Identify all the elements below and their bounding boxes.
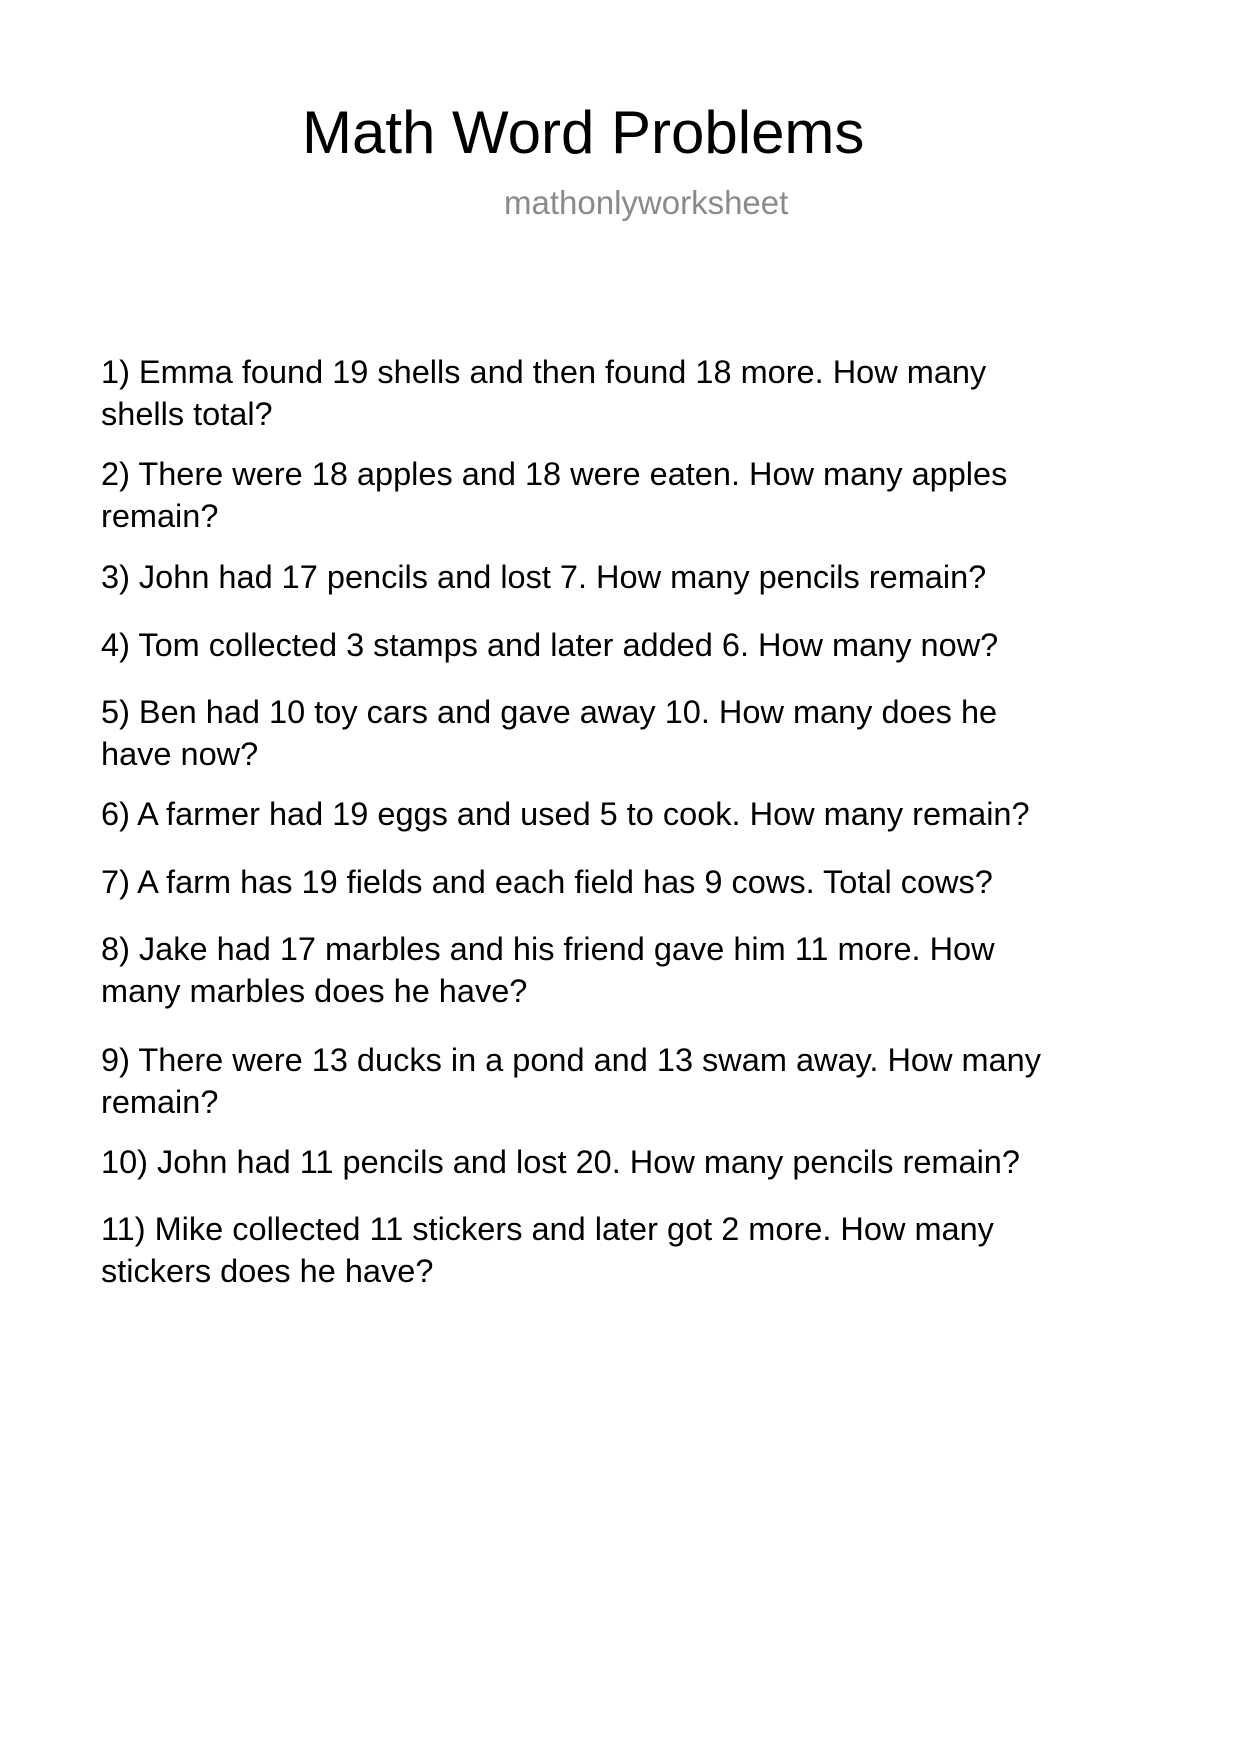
- problem-text-line: 1) Emma found 19 shells and then found 18 more. How many: [101, 354, 987, 390]
- problem-text-line: 2) There were 18 apples and 18 were eaten. How many apples: [101, 456, 1008, 492]
- problem-item: [101, 556, 986, 598]
- problem-item: [101, 928, 995, 1012]
- problem-text-line: remain?: [101, 1084, 219, 1120]
- page-subtitle: mathonlyworksheet: [504, 184, 789, 221]
- problem-text-line: 11) Mike collected 11 stickers and later got 2 more. How many: [101, 1211, 994, 1247]
- problem-item: [101, 1208, 994, 1292]
- problem-item: [101, 691, 997, 775]
- problem-text-line: 10) John had 11 pencils and lost 20. How many pencils remain?: [101, 1144, 1020, 1180]
- problem-text-line: 6) A farmer had 19 eggs and used 5 to cook. How many remain?: [101, 796, 1030, 832]
- problem-text-line: 8) Jake had 17 marbles and his friend gave him 11 more. How: [101, 931, 995, 967]
- problem-item: [101, 861, 993, 903]
- problem-text-line: 5) Ben had 10 toy cars and gave away 10. How many does he: [101, 694, 998, 730]
- problem-text-line: remain?: [101, 498, 219, 534]
- problem-text-line: shells total?: [101, 396, 273, 432]
- problem-item: [101, 351, 986, 435]
- problem-text-line: stickers does he have?: [101, 1253, 434, 1289]
- problem-text-line: many marbles does he have?: [101, 973, 528, 1009]
- problem-item: [101, 453, 1007, 537]
- problem-text-line: 7) A farm has 19 fields and each field has 9 cows. Total cows?: [101, 864, 993, 900]
- problem-item: [101, 1039, 1041, 1123]
- problem-item: [101, 624, 998, 666]
- problem-text-line: have now?: [101, 736, 259, 772]
- problem-text-line: 4) Tom collected 3 stamps and later added 6. How many now?: [101, 627, 999, 663]
- problem-text-line: 9) There were 13 ducks in a pond and 13 swam away. How many: [101, 1042, 1041, 1078]
- page-title: Math Word Problems: [302, 99, 865, 166]
- problem-item: [101, 793, 1030, 835]
- problem-item: [101, 1141, 1020, 1183]
- problem-text-line: 3) John had 17 pencils and lost 7. How many pencils remain?: [101, 559, 987, 595]
